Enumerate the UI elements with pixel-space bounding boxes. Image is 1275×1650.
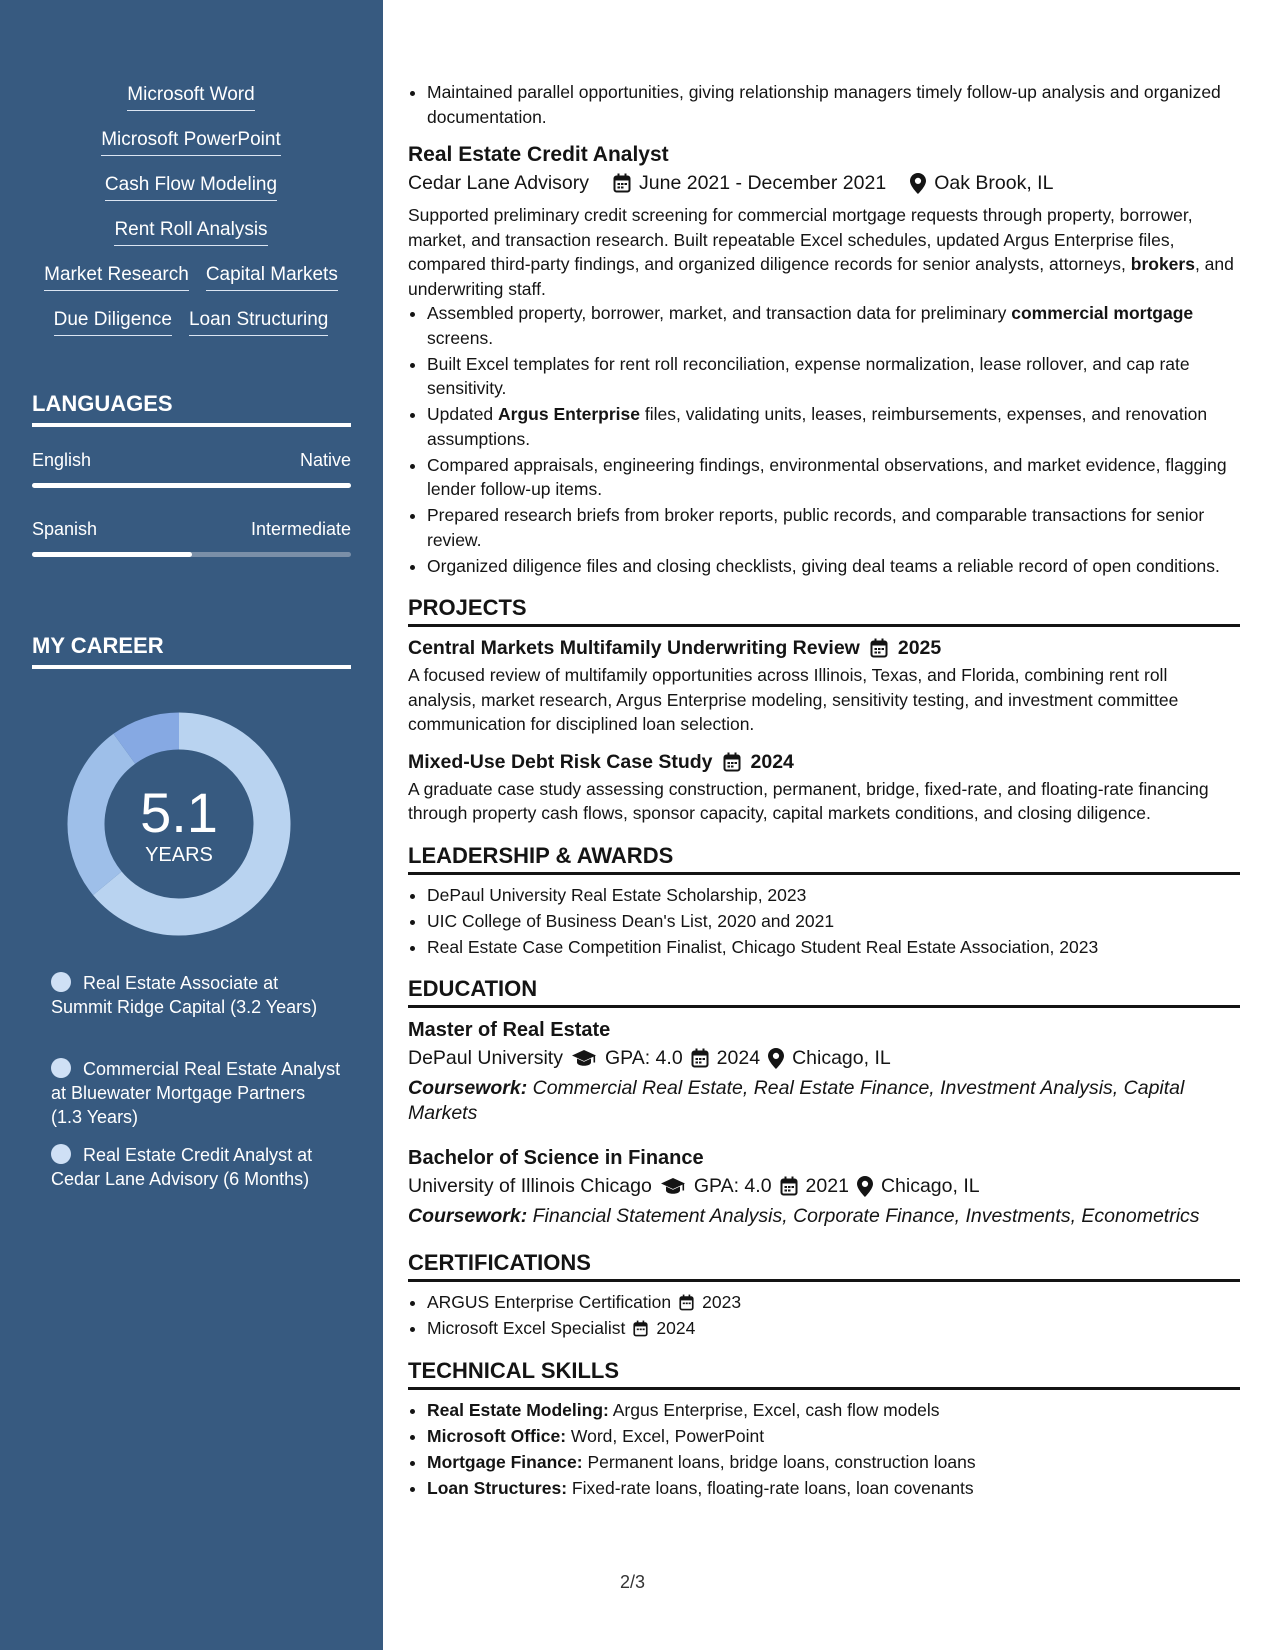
list-item: • Real Estate Case Competition Finalist, Chicago Student Real Estate Association, 2023 — [427, 935, 1240, 960]
career-item — [51, 1057, 341, 1129]
location-pin-icon — [857, 1176, 873, 1197]
career-heading: MY CAREER — [32, 633, 351, 669]
calendar-icon — [633, 1320, 648, 1337]
career-dot-icon — [51, 972, 71, 992]
education-heading: EDUCATION — [408, 975, 1240, 1008]
skill-tag[interactable]: Microsoft PowerPoint — [101, 129, 281, 156]
skill-row — [24, 129, 358, 174]
calendar-icon — [870, 638, 888, 658]
company-name: Cedar Lane Advisory — [408, 172, 590, 194]
job-location: Oak Brook, IL — [934, 172, 1054, 194]
donut-segment — [124, 731, 179, 749]
list-item: • Assembled property, borrower, market, and transaction data for preliminary commercial mortgage screens. — [427, 301, 1240, 350]
education-meta — [408, 1172, 1240, 1200]
project-title — [408, 749, 1240, 775]
language-proficiency-fill — [32, 483, 351, 488]
job-bullets — [408, 301, 1240, 578]
projects-heading: PROJECTS — [408, 594, 1240, 627]
calendar-icon — [691, 1048, 709, 1068]
graduation-cap-icon — [571, 1049, 597, 1067]
career-dot-icon — [51, 1144, 71, 1164]
project-title — [408, 635, 1240, 661]
project-year: 2024 — [750, 750, 794, 773]
career-dot-icon — [51, 1058, 71, 1078]
project-year: 2025 — [897, 637, 942, 659]
language-name: Spanish — [32, 519, 98, 539]
career-donut-chart — [66, 711, 292, 937]
list-item: • Maintained parallel opportunities, giving relationship managers timely follow-up analysis and organized documentation. — [427, 80, 1240, 129]
project-description: A graduate case study assessing construction, permanent, bridge, fixed-rate, and floating-rate financing through property cash flows, sponsor capacity, capital markets conditions, and closing diligence. — [408, 778, 1209, 823]
skill-row — [24, 174, 358, 219]
languages-heading: LANGUAGES — [32, 391, 351, 427]
certification-name: • ARGUS Enterprise Certification — [427, 1292, 672, 1312]
leadership-heading: LEADERSHIP & AWARDS — [408, 842, 1240, 875]
language-english — [32, 449, 351, 488]
list-item: • UIC College of Business Dean's List, 2020 and 2021 — [427, 909, 1240, 934]
list-item: • DePaul University Real Estate Scholarship, 2023 — [427, 883, 1240, 908]
calendar-icon — [679, 1294, 694, 1311]
certification-name: • Microsoft Excel Specialist — [427, 1318, 626, 1338]
project-description: A focused review of multifamily opportunities across Illinois, Texas, and Florida, combining rent roll analysis, market research, Argus Enterprise modeling, sensitivity testing, and investment committee communication for disciplined loan selection. — [408, 665, 1179, 734]
page-number: 2/3 — [620, 1572, 646, 1592]
certification-year: 2023 — [702, 1292, 742, 1312]
career-item-text: Real Estate Associate at Summit Ridge Capital (3.2 Years) — [51, 973, 318, 1017]
coursework: Coursework: Financial Statement Analysis, Corporate Finance, Investments, Econometrics — [408, 1205, 1200, 1227]
language-proficiency-bar — [32, 483, 351, 488]
skill-tag[interactable]: Loan Structuring — [189, 309, 328, 336]
leadership-list — [408, 883, 1240, 960]
school-name: DePaul University — [408, 1047, 563, 1069]
language-spanish — [32, 518, 351, 557]
technical-skills-heading: TECHNICAL SKILLS — [408, 1357, 1240, 1390]
skills-list — [24, 84, 358, 354]
certification-year: 2024 — [656, 1318, 696, 1338]
list-item: • Updated Argus Enterprise files, validating units, leases, reimbursements, expenses, and renovation assumptions. — [427, 402, 1240, 451]
calendar-icon — [613, 173, 631, 193]
skill-row — [24, 84, 358, 129]
project-name: Mixed-Use Debt Risk Case Study — [408, 750, 713, 773]
list-item: • Prepared research briefs from broker reports, public records, and comparable transactions for senior review. — [427, 503, 1240, 552]
skill-tag[interactable]: Due Diligence — [54, 309, 172, 336]
language-name: English — [32, 450, 92, 470]
list-item: • Compared appraisals, engineering findings, environmental observations, and market evidence, flagging lender follow-up items. — [427, 453, 1240, 502]
language-proficiency-fill — [32, 552, 192, 557]
list-item: • Built Excel templates for rent roll reconciliation, expense normalization, lease rollover, and cap rate sensitivity. — [427, 352, 1240, 401]
skill-tag[interactable]: Market Research — [44, 264, 189, 291]
skill-tag[interactable]: Rent Roll Analysis — [114, 219, 267, 246]
school-location: Chicago, IL — [792, 1047, 891, 1069]
job-title: Real Estate Credit Analyst — [408, 143, 669, 166]
graduation-year: 2024 — [716, 1047, 761, 1069]
list-item: • Organized diligence files and closing checklists, giving deal teams a reliable record of open conditions. — [427, 554, 1240, 579]
school-name: University of Illinois Chicago — [408, 1175, 652, 1197]
graduation-cap-icon — [660, 1177, 686, 1195]
career-item-text: Real Estate Credit Analyst at Cedar Lane Advisory (6 Months) — [51, 1145, 313, 1189]
job-summary: Supported preliminary credit screening for commercial mortgage requests through property, borrower, market, and transaction research. Built repeatable Excel schedules, updated Argus Enterprise files, compared third-party findings, and organized diligence records for senior analysts, attorneys, brokers, and underwriting staff. — [408, 205, 1234, 299]
list-item — [427, 1316, 1240, 1341]
calendar-icon — [780, 1176, 798, 1196]
list-item: • Loan Structures: Fixed-rate loans, floating-rate loans, loan covenants — [427, 1476, 1240, 1501]
career-item — [51, 971, 341, 1019]
skill-tag[interactable]: Capital Markets — [206, 264, 338, 291]
language-level: Intermediate — [250, 519, 351, 539]
list-item — [427, 1290, 1240, 1315]
language-proficiency-bar — [32, 552, 351, 557]
location-pin-icon — [910, 173, 926, 194]
career-total-value: 5.1 — [140, 781, 218, 844]
graduation-year: 2021 — [805, 1175, 849, 1197]
calendar-icon — [723, 752, 741, 772]
certifications-list — [408, 1290, 1240, 1341]
certifications-heading: CERTIFICATIONS — [408, 1249, 1240, 1282]
list-item: • Mortgage Finance: Permanent loans, bridge loans, construction loans — [427, 1450, 1240, 1475]
skill-row — [24, 309, 358, 354]
technical-skills-list — [408, 1398, 1240, 1501]
skill-tag[interactable]: Cash Flow Modeling — [105, 174, 277, 201]
job-dates: June 2021 - December 2021 — [639, 172, 887, 194]
location-pin-icon — [768, 1048, 784, 1069]
main-column — [408, 80, 1240, 1502]
experience-carryover-list — [408, 80, 1240, 129]
coursework: Coursework: Commercial Real Estate, Real Estate Finance, Investment Analysis, Capital Markets — [408, 1077, 1185, 1124]
gpa: GPA: 4.0 — [693, 1175, 772, 1197]
degree-title: Master of Real Estate — [408, 1019, 611, 1041]
job-meta — [408, 169, 1240, 197]
skill-tag[interactable]: Microsoft Word — [127, 84, 254, 111]
career-total-unit: YEARS — [145, 844, 213, 866]
list-item: • Microsoft Office: Word, Excel, PowerPoint — [427, 1424, 1240, 1449]
sidebar — [0, 0, 383, 1650]
gpa: GPA: 4.0 — [604, 1047, 683, 1069]
project-name: Central Markets Multifamily Underwriting Review — [408, 637, 860, 659]
career-item-text: Commercial Real Estate Analyst at Bluewater Mortgage Partners (1.3 Years) — [51, 1059, 341, 1127]
degree-title: Bachelor of Science in Finance — [408, 1147, 704, 1169]
education-meta — [408, 1044, 1240, 1072]
school-location: Chicago, IL — [880, 1175, 980, 1197]
language-level: Native — [299, 450, 351, 470]
skill-row — [24, 264, 358, 309]
list-item: • Real Estate Modeling: Argus Enterprise, Excel, cash flow models — [427, 1398, 1240, 1423]
skill-row — [24, 219, 358, 264]
career-item — [51, 1143, 341, 1191]
